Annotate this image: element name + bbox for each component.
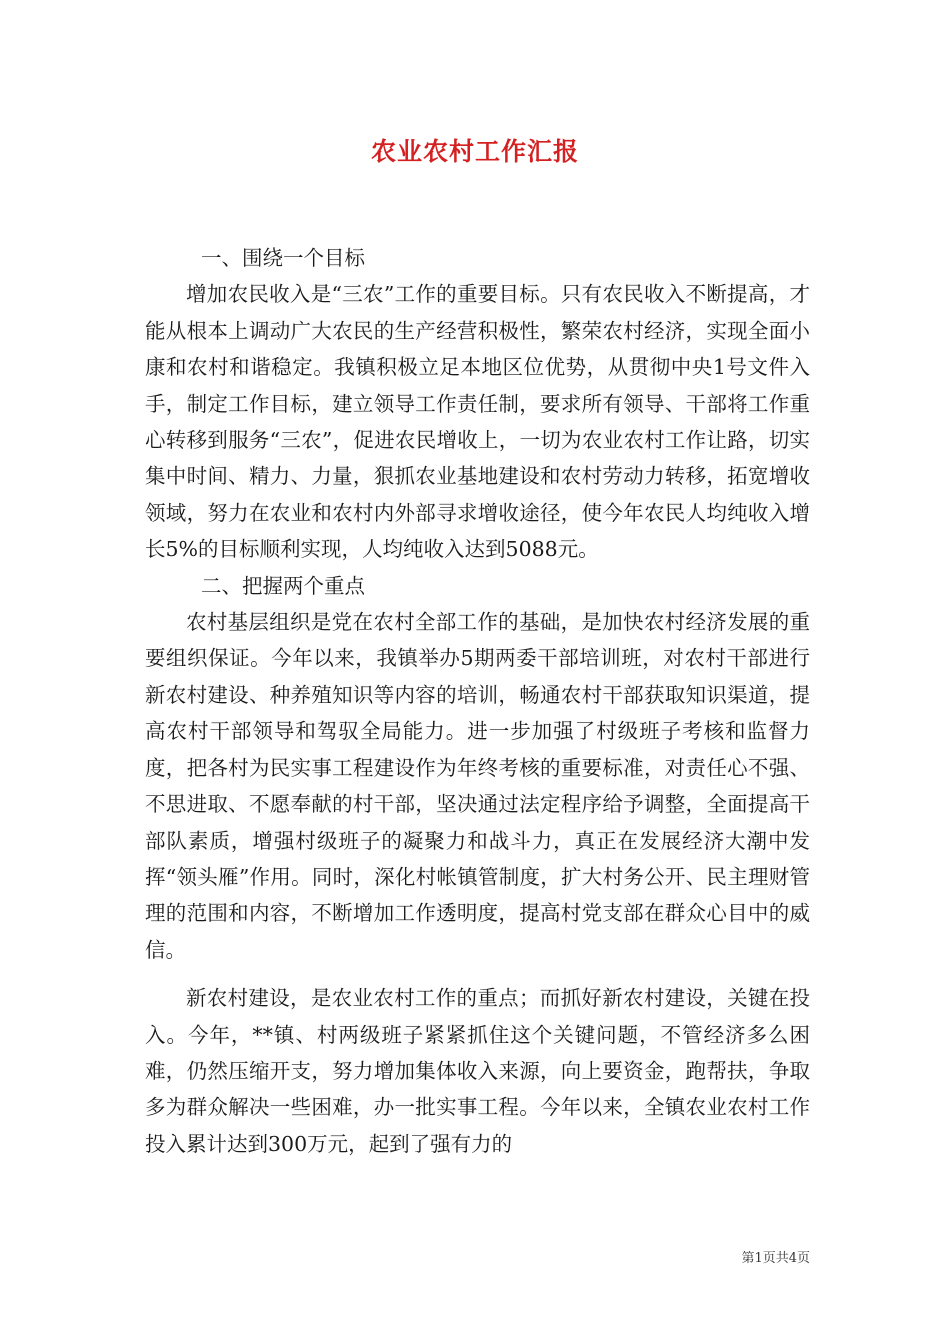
document-body: [145, 240, 810, 1162]
section-1-paragraph: 增加农民收入是“三农”工作的重要目标。只有农民收入不断提高，才能从根本上调动广大农民的生产经营积极性，繁荣农村经济，实现全面小康和农村和谐稳定。我镇积极立足本地区位优势，从贯彻中央1号文件入手，制定工作目标，建立领导工作责任制，要求所有领导、干部将工作重心转移到服务“三农”，促进农民增收上，一切为农业农村工作让路，切实集中时间、精力、力量，狠抓农业基地建设和农村劳动力转移，拓宽增收领域，努力在农业和农村内外部寻求增收途径，使今年农民人均纯收入增长5%的目标顺利实现，人均纯收入达到5088元。: [145, 282, 810, 562]
document-title: 农业农村工作汇报: [370, 137, 579, 166]
section-2-paragraph-1: 农村基层组织是党在农村全部工作的基础，是加快农村经济发展的重要组织保证。今年以来，我镇举办5期两委干部培训班，对农村干部进行新农村建设、种养殖知识等内容的培训，畅通农村干部获取知识渠道，提高农村干部领导和驾驭全局能力。进一步加强了村级班子考核和监督力度，把各村为民实事工程建设作为年终考核的重要标准，对责任心不强、不思进取、不愿奉献的村干部，坚决通过法定程序给予调整，全面提高干部队素质，增强村级班子的凝聚力和战斗力，真正在发展经济大潮中发挥“领头雁”作用。同时，深化村帐镇管制度，扩大村务公开、民主理财管理的范围和内容，不断增加工作透明度，提高村党支部在群众心目中的威信。: [145, 610, 810, 962]
section-2-heading: 二、把握两个重点: [201, 573, 365, 598]
section-2-paragraph-2: 新农村建设，是农业农村工作的重点；而抓好新农村建设，关键在投入。今年，**镇、村两级班子紧紧抓住这个关键问题，不管经济多么困难，仍然压缩开支，努力增加集体收入来源，向上要资金，跑帮扶，争取多为群众解决一些困难，办一批实事工程。今年以来，全镇农业农村工作投入累计达到300万元，起到了强有力的: [145, 986, 810, 1156]
section-1-heading: 一、围绕一个目标: [201, 246, 365, 270]
page-number: 第1页共4页: [741, 1251, 810, 1266]
